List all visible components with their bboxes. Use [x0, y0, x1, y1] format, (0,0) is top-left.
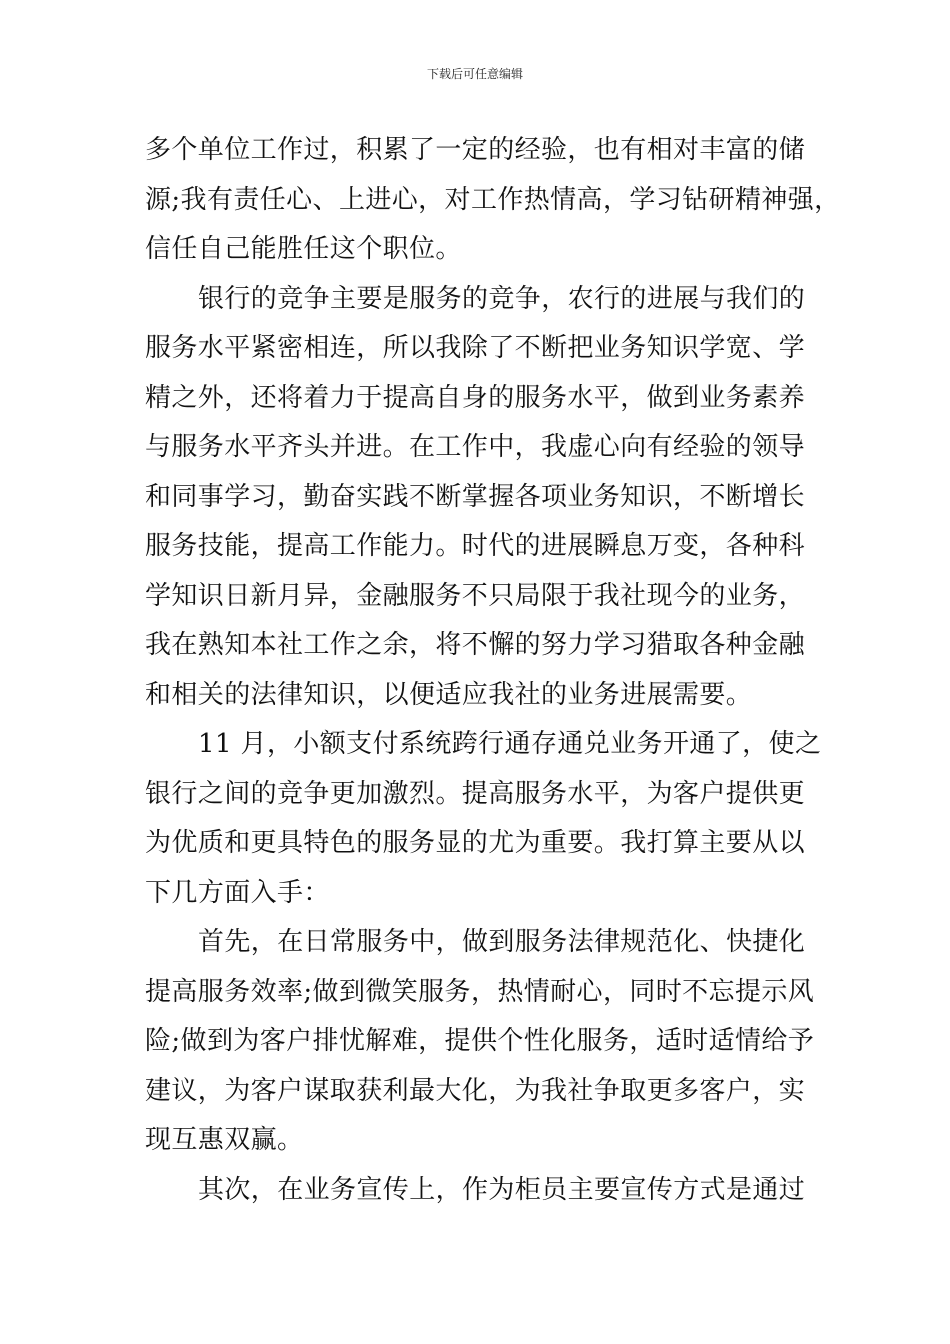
text-line: 和相关的法律知识，以便适应我社的业务进展需要。: [145, 679, 753, 710]
text-line: 银行的竞争主要是服务的竞争，农行的进展与我们的: [198, 283, 806, 314]
text-line: 我在熟知本社工作之余，将不懈的努力学习猎取各种金融: [145, 630, 806, 660]
text-line: 学知识日新月异，金融服务不只局限于我社现今的业务，: [145, 580, 806, 611]
text-line: 与服务水平齐头并进。在工作中，我虚心向有经验的领导: [145, 432, 806, 462]
text-line: 11 月，小额支付系统跨行通存通兑业务开通了，使之: [198, 729, 822, 759]
text-line: 和同事学习，勤奋实践不断掌握各项业务知识，不断增长: [145, 481, 806, 512]
text-line: 精之外，还将着力于提高自身的服务水平，做到业务素养: [145, 382, 806, 413]
paragraph: [145, 1166, 810, 1216]
text-line: 险;做到为客户排忧解难，提供个性化服务，适时适情给予: [145, 1026, 815, 1056]
text-line: 银行之间的竞争更加激烈。提高服务水平，为客户提供更: [145, 778, 806, 809]
paragraph: [145, 720, 822, 918]
paragraph: [145, 275, 810, 721]
text-line: 提高服务效率;做到微笑服务，热情耐心，同时不忘提示风: [145, 976, 815, 1007]
text-line: 现互惠双赢。: [145, 1125, 304, 1155]
paragraph: [145, 918, 815, 1166]
text-line: 其次，在业务宣传上，作为柜员主要宣传方式是通过: [198, 1174, 806, 1205]
text-line: 为优质和更具特色的服务显的尤为重要。我打算主要从以: [145, 828, 806, 858]
document-body: [145, 126, 841, 1215]
text-line: 服务水平紧密相连，所以我除了不断把业务知识学宽、学: [145, 333, 806, 363]
text-line: 建议，为客户谋取获利最大化，为我社争取更多客户，实: [145, 1075, 806, 1106]
text-line: 源;我有责任心、上进心，对工作热情高，学习钻研精神强，: [145, 184, 841, 215]
paragraph: [145, 126, 841, 275]
text-line: 服务技能，提高工作能力。时代的进展瞬息万变，各种科: [145, 531, 806, 561]
text-line: 多个单位工作过，积累了一定的经验，也有相对丰富的储: [145, 135, 806, 165]
text-line: 首先，在日常服务中，做到服务法律规范化、快捷化: [198, 927, 806, 957]
text-line: 信任自己能胜任这个职位。: [145, 234, 462, 264]
page-header-note: 下载后可任意编辑: [426, 67, 523, 81]
text-line: 下几方面入手：: [145, 877, 330, 908]
